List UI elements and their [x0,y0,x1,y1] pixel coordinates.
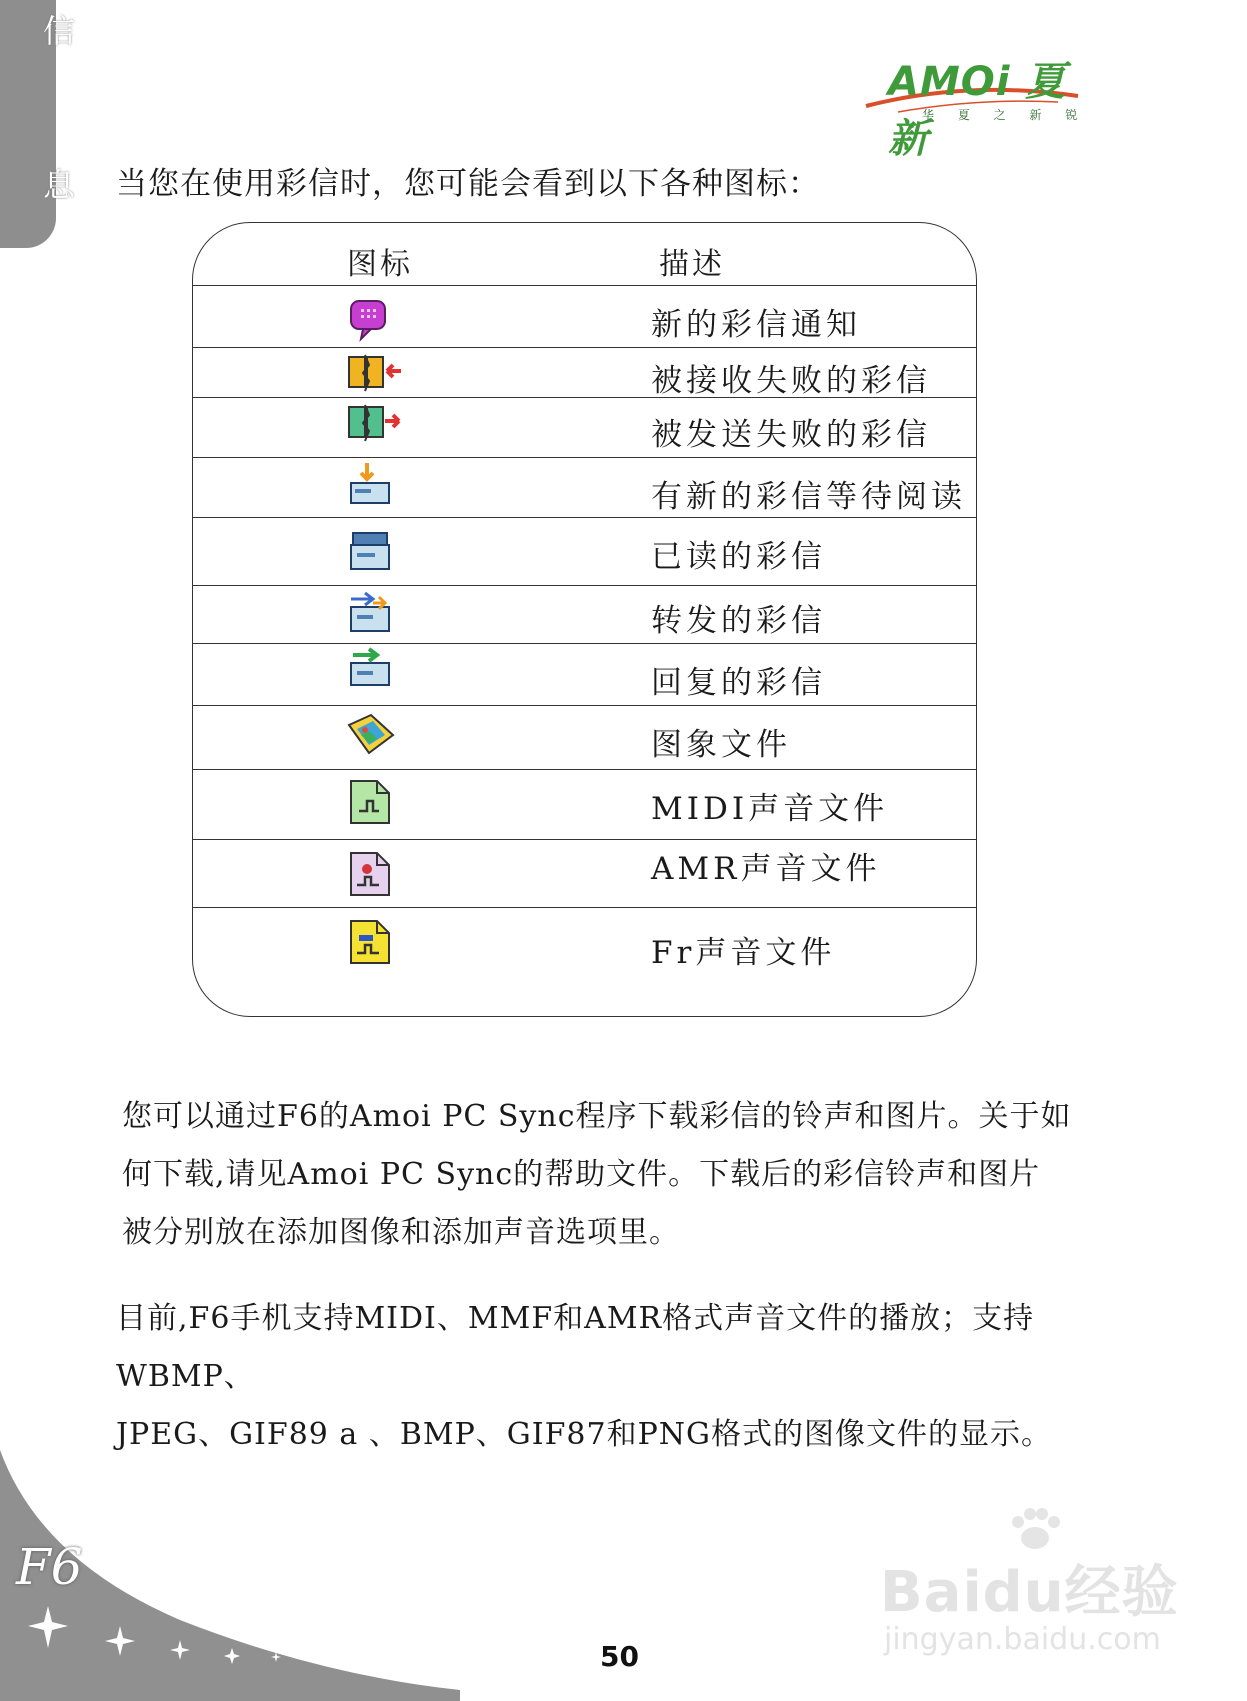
table-row [193,839,976,908]
intro-text: 当您在使用彩信时，您可能会看到以下各种图标： [116,166,820,202]
paragraph-line: 何下载,请见Amoi PC Sync的帮助文件。下载后的彩信铃声和图片 [122,1157,1041,1192]
row-desc: 已读的彩信 [651,539,826,575]
read-mms-icon [347,529,393,575]
paragraph-line: JPEG、GIF89 a 、BMP、GIF87和PNG格式的图像文件的显示。 [116,1417,1052,1452]
side-tab [0,0,75,248]
row-desc: 新的彩信通知 [651,307,861,343]
logo-brand: AMOi 夏新 [888,59,1067,162]
table-row [193,517,976,586]
table-row [193,585,976,644]
mms-notification-icon [347,297,393,343]
table-row [193,769,976,840]
paragraph-line: 被分别放在添加图像和添加声音选项里。 [122,1215,680,1250]
send-failed-icon [347,401,403,447]
row-desc: 回复的彩信 [651,665,826,701]
sync-paragraph [122,1088,1082,1262]
row-desc: 有新的彩信等待阅读 [651,479,966,515]
header-icon-label: 图标 [347,247,413,282]
row-desc: Fr声音文件 [651,935,836,971]
row-desc: MIDI声音文件 [651,791,889,827]
watermark-url: jingyan.baidu.com [884,1622,1161,1657]
row-desc: AMR声音文件 [651,851,881,887]
header-desc-label: 描述 [659,247,725,282]
table-row [193,347,976,398]
forwarded-mms-icon [347,589,393,635]
paragraph-line: 您可以通过F6的Amoi PC Sync程序下载彩信的铃声和图片。关于如 [122,1099,1072,1134]
row-desc: 被接收失败的彩信 [651,363,931,399]
baidu-watermark [880,1530,1180,1660]
amr-file-icon [347,851,393,897]
row-desc: 图象文件 [651,727,791,763]
model-mark: F6 [16,1538,83,1596]
row-desc: 被发送失败的彩信 [651,417,931,453]
table-row [193,285,976,348]
formats-paragraph [116,1290,1076,1464]
midi-file-icon [347,779,393,825]
table-row [193,457,976,518]
side-tab-char-2: 息 [42,166,75,204]
paw-icon [1000,1504,1070,1554]
logo-tagline: 华 夏 之 新 锐 [922,108,1088,122]
unread-mms-icon [347,461,393,507]
table-row [193,397,976,458]
table-row [193,643,976,706]
side-tab-char-1: 信 [42,12,75,50]
table-header [193,223,976,286]
row-desc: 转发的彩信 [651,603,826,639]
table-row [193,907,976,1015]
receive-failed-icon [347,351,403,397]
page-number: 50 [600,1640,639,1673]
watermark-brand: Baidu经验 [880,1560,1179,1625]
table-row [193,705,976,770]
fr-file-icon [347,919,393,965]
image-file-icon [347,713,397,759]
amoi-logo [858,50,1098,162]
paragraph-line: 目前,F6手机支持MIDI、MMF和AMR格式声音文件的播放；支持WBMP、 [116,1301,1035,1394]
replied-mms-icon [347,645,393,691]
icon-table [192,222,977,1017]
